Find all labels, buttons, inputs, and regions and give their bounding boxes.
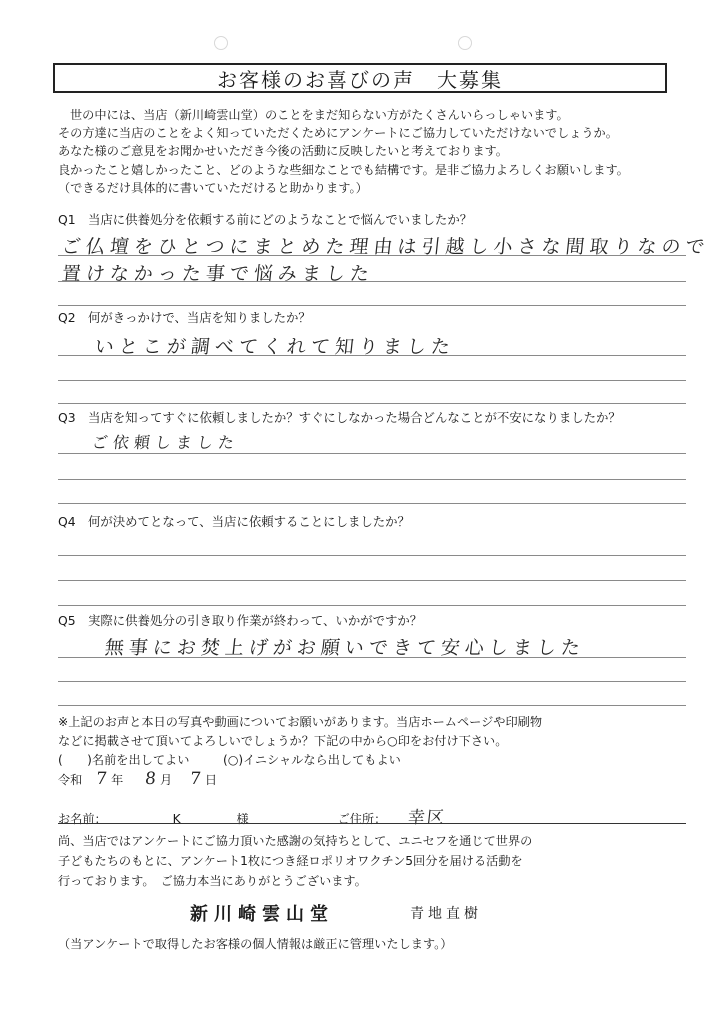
charity-line: 行っております。 ご協力本当にありがとうございます。 [58,874,367,888]
question-text: 何が決めてとなって、当店に依頼することにしましたか？ [88,514,410,529]
answer-line [58,605,686,606]
answer-line [58,503,686,504]
intro-line: 良かったこと嬉しかったこと、どのような些細なことでも結構です。是非ご協力よろしくお願いします。 [58,162,629,177]
answer-line [58,453,686,454]
survey-title: お客様のお喜びの声 大募集 [53,63,667,93]
privacy-note: （当アンケートで取得したお客様の個人情報は厳正に管理いたします。） [58,937,453,951]
handwritten-answer: ご仏壇をひとつにまとめた理由は引越し小さな間取りなので [60,236,711,258]
era-label: 令和 [58,773,83,787]
consent-options [58,751,708,768]
name-address-row [58,803,708,828]
option-initials-ok[interactable]: (○)イニシャルなら出してもよい [223,753,401,767]
charity-note [58,831,698,891]
answer-line [58,403,686,404]
date-row [58,769,708,789]
honorific-label: 様 [236,812,249,826]
date-day-value: 7 [188,769,202,789]
question-text: 当店に供養処分を依頼する前にどのようなことで悩んでいましたか？ [88,212,473,227]
handwritten-answer: いとこが調べてくれて知りました [93,336,457,358]
store-name: 新川崎雲山堂 [190,904,334,925]
question-text: 実際に供養処分の引き取り作業が終わって、いかがですか？ [88,613,423,628]
intro-line: （できるだけ具体的に書いていただけると助かります。） [58,180,368,195]
question-number: Q1 [58,212,76,227]
answer-line [58,305,686,306]
question-text: 何がきっかけで、当店を知りましたか？ [88,310,311,325]
question-2 [58,308,698,326]
answer-line [58,479,686,480]
answer-line [58,355,686,356]
answer-line [58,281,686,282]
question-number: Q2 [58,310,76,325]
answer-line [58,705,686,706]
intro-text [58,106,698,197]
address-label: ご住所： [337,812,387,826]
option-name-ok[interactable]: ( )名前を出してよい [58,753,190,767]
handwritten-answer: ご依頼しました [90,433,240,452]
punch-hole-mark [458,36,472,50]
consent-request: などに掲載させて頂いてよろしいでしょうか？下記の中から○印をお付け下さい。 [58,734,508,748]
consent-request: ※上記のお声と本日の写真や動画についてお願いがあります。当店ホームページや印刷物 [58,715,543,729]
intro-line: その方達に当店のことをよく知っていただくためにアンケートにご協力していただけないでしょうか。 [58,126,618,141]
answer-line [58,555,686,556]
question-text: 当店を知ってすぐに依頼しましたか？すぐにしなかった場合どんなことが不安になりましたか？ [88,410,621,425]
answer-line [58,657,686,658]
charity-line: 子どもたちのもとに、アンケート1枚につき経ロポリオワクチン5回分を届ける活動を [58,854,523,868]
day-label: 日 [204,773,218,787]
punch-hole-mark [214,36,228,50]
answer-line [58,380,686,381]
intro-line: 世の中には、当店（新川崎雲山堂）のことをまだ知らない方がたくさんいらっしゃいます。 [70,108,569,122]
question-number: Q5 [58,613,76,628]
question-number: Q4 [58,514,76,529]
owner-name: 青地直樹 [410,906,482,922]
charity-line: 尚、当店ではアンケートにご協力頂いた感謝の気持ちとして、ユニセフを通じて世界の [58,834,533,848]
year-label: 年 [111,773,124,787]
signature-line [58,823,686,824]
question-3 [58,408,698,426]
date-year-value: 7 [95,769,109,789]
handwritten-answer: 無事にお焚上げがお願いできて安心しました [103,637,587,659]
address-value: 幸区 [406,808,447,828]
month-label: 月 [159,773,173,787]
name-value: K [172,812,181,826]
question-number: Q3 [58,410,76,425]
handwritten-answer: 置けなかった事で悩みました [60,263,376,285]
answer-line [58,580,686,581]
intro-line: あなた様のご意見をお聞かせいただき今後の活動に反映したいと考えております。 [58,144,508,159]
question-1 [58,210,698,228]
date-month-value: 8 [144,769,158,789]
answer-line [58,681,686,682]
question-4 [58,512,698,530]
name-label: お名前： [58,812,107,826]
answer-line [58,255,686,256]
question-5 [58,611,698,629]
